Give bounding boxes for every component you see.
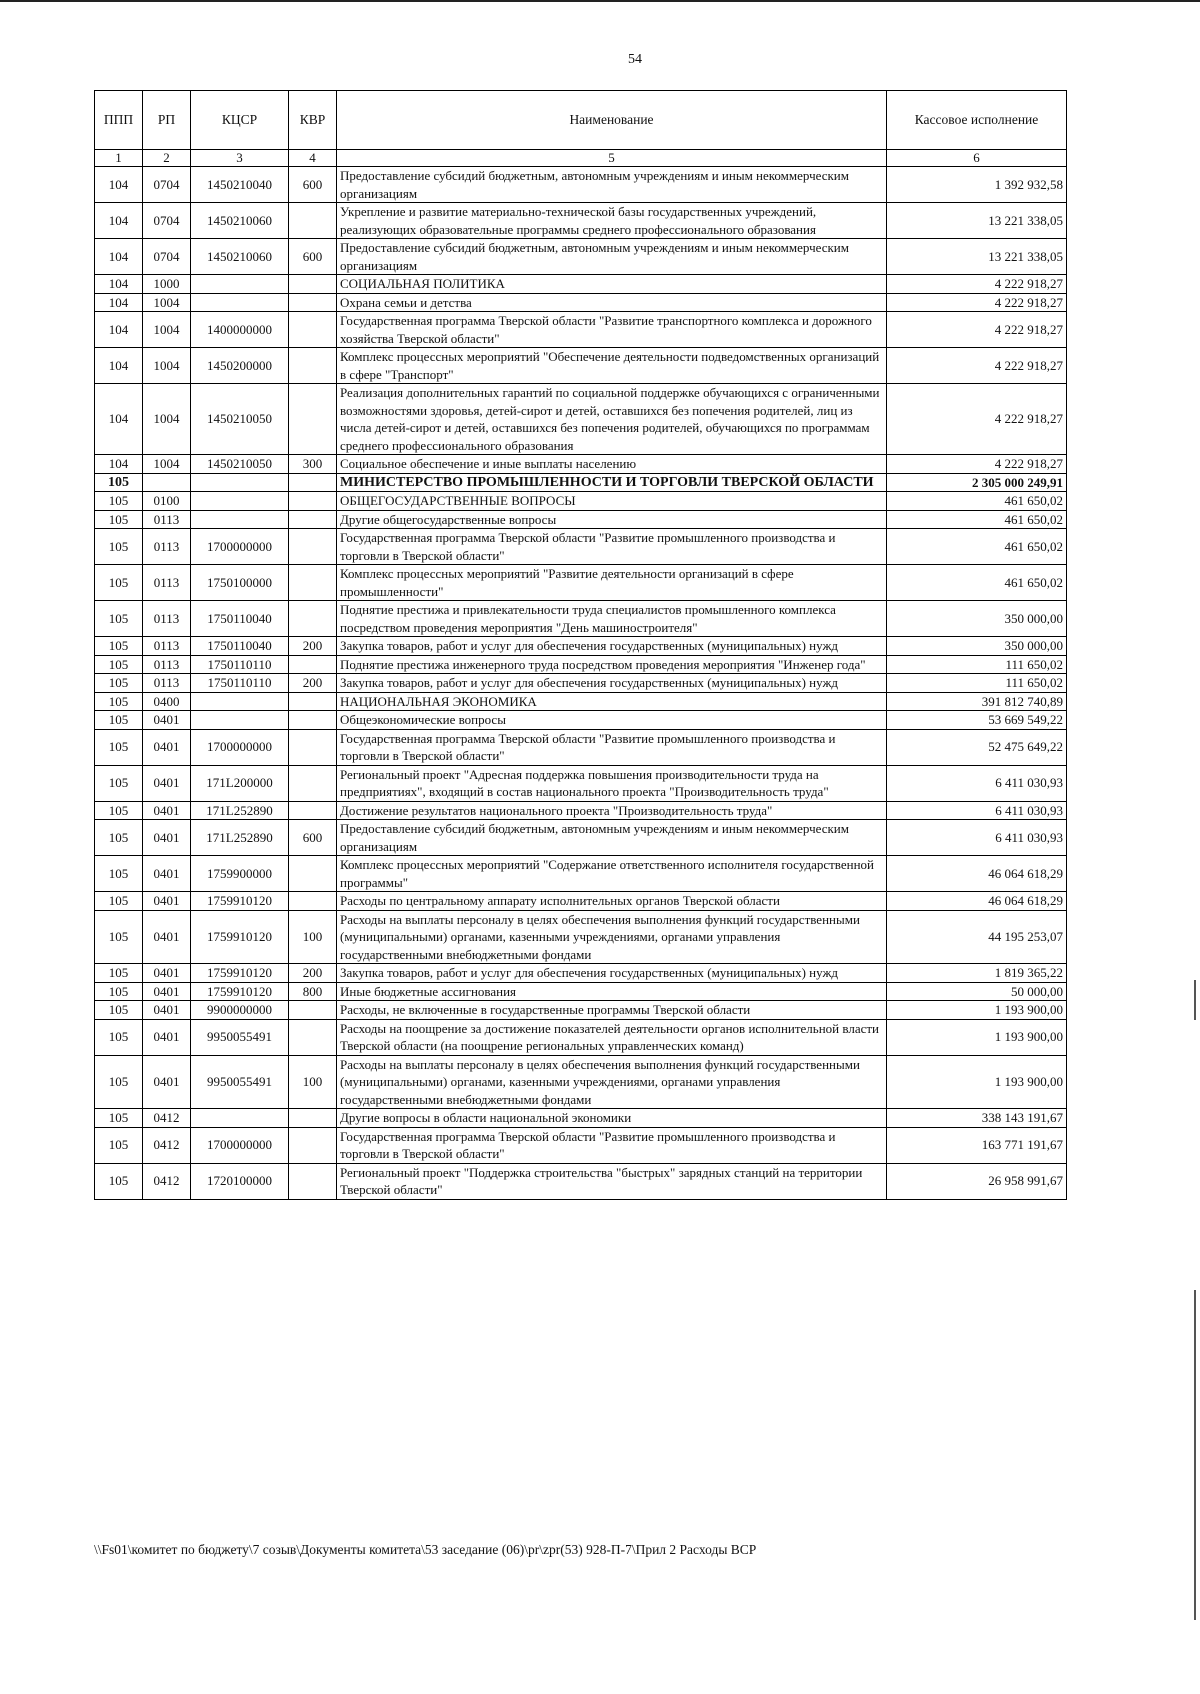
cell-name: Закупка товаров, работ и услуг для обеспечения государственных (муниципальных) нужд [337, 674, 887, 693]
table-row [95, 275, 1067, 294]
table-row [95, 637, 1067, 656]
cell-kcsr: 1750110040 [191, 601, 289, 637]
table-row [95, 964, 1067, 983]
cell-kcsr [191, 275, 289, 294]
table-row [95, 692, 1067, 711]
table-row [95, 312, 1067, 348]
cell-name: Общеэкономические вопросы [337, 711, 887, 730]
table-row [95, 601, 1067, 637]
cell-amount: 2 305 000 249,91 [887, 473, 1067, 492]
cell-amount: 4 222 918,27 [887, 312, 1067, 348]
scan-edge-mark [1194, 1290, 1196, 1620]
cell-ppp: 105 [95, 529, 143, 565]
cell-rp: 0401 [143, 801, 191, 820]
cell-ppp: 105 [95, 711, 143, 730]
cell-kcsr [191, 473, 289, 492]
cell-amount: 350 000,00 [887, 637, 1067, 656]
cell-ppp: 105 [95, 1109, 143, 1128]
cell-name: ОБЩЕГОСУДАРСТВЕННЫЕ ВОПРОСЫ [337, 492, 887, 511]
header-amount: Кассовое исполнение [887, 91, 1067, 150]
cell-name: Другие вопросы в области национальной экономики [337, 1109, 887, 1128]
cell-kvr [289, 729, 337, 765]
cell-name: Государственная программа Тверской области "Развитие транспортного комплекса и дорожного хозяйства Тверской области" [337, 312, 887, 348]
cell-rp: 0401 [143, 820, 191, 856]
cell-kcsr: 1759910120 [191, 910, 289, 964]
table-row [95, 892, 1067, 911]
cell-kcsr [191, 293, 289, 312]
cell-ppp: 105 [95, 729, 143, 765]
cell-amount: 4 222 918,27 [887, 455, 1067, 474]
table-row [95, 655, 1067, 674]
cell-ppp: 104 [95, 312, 143, 348]
cell-rp: 0401 [143, 729, 191, 765]
table-row [95, 510, 1067, 529]
cell-rp: 1004 [143, 384, 191, 455]
cell-kvr [289, 473, 337, 492]
cell-kcsr: 1750110110 [191, 655, 289, 674]
cell-rp: 0704 [143, 203, 191, 239]
table-row [95, 239, 1067, 275]
cell-kvr [289, 312, 337, 348]
cell-name: Региональный проект "Поддержка строительства "быстрых" зарядных станций на территории Тверской области" [337, 1163, 887, 1199]
cell-rp: 1004 [143, 312, 191, 348]
cell-name: Достижение результатов национального проекта "Производительность труда" [337, 801, 887, 820]
cell-kvr [289, 384, 337, 455]
table-row [95, 565, 1067, 601]
cell-name: Социальное обеспечение и иные выплаты населению [337, 455, 887, 474]
table-row [95, 982, 1067, 1001]
cell-kvr [289, 529, 337, 565]
cell-kvr [289, 892, 337, 911]
cell-rp: 0412 [143, 1127, 191, 1163]
cell-ppp: 105 [95, 1127, 143, 1163]
cell-rp: 0401 [143, 1055, 191, 1109]
table-row [95, 455, 1067, 474]
cell-rp: 0401 [143, 982, 191, 1001]
cell-kvr [289, 856, 337, 892]
cell-ppp: 105 [95, 674, 143, 693]
column-number: 5 [337, 150, 887, 167]
cell-amount: 13 221 338,05 [887, 239, 1067, 275]
cell-amount: 391 812 740,89 [887, 692, 1067, 711]
cell-kcsr [191, 692, 289, 711]
cell-ppp: 105 [95, 1163, 143, 1199]
cell-name: Поднятие престижа инженерного труда посредством проведения мероприятия "Инженер года" [337, 655, 887, 674]
cell-kvr [289, 1109, 337, 1128]
cell-kvr [289, 711, 337, 730]
cell-kcsr: 1759910120 [191, 964, 289, 983]
cell-kcsr: 1450200000 [191, 348, 289, 384]
table-row [95, 1127, 1067, 1163]
cell-kvr: 200 [289, 637, 337, 656]
cell-kvr: 600 [289, 239, 337, 275]
expenditure-table [94, 90, 1067, 1200]
cell-name: Расходы на поощрение за достижение показателей деятельности органов исполнительной власти Тверской области (на поощрение региональных управленческих команд) [337, 1019, 887, 1055]
cell-kcsr: 1750110110 [191, 674, 289, 693]
cell-kvr [289, 601, 337, 637]
table-row [95, 384, 1067, 455]
header-name: Наименование [337, 91, 887, 150]
scan-edge-mark [1194, 980, 1196, 1020]
cell-rp: 0401 [143, 856, 191, 892]
table-row [95, 1019, 1067, 1055]
table-row [95, 203, 1067, 239]
cell-ppp: 104 [95, 348, 143, 384]
table-row [95, 1163, 1067, 1199]
cell-kcsr: 1759910120 [191, 982, 289, 1001]
cell-name: Предоставление субсидий бюджетным, автономным учреждениям и иным некоммерческим организациям [337, 239, 887, 275]
cell-amount: 350 000,00 [887, 601, 1067, 637]
cell-rp: 0401 [143, 1019, 191, 1055]
cell-name: Расходы, не включенные в государственные программы Тверской области [337, 1001, 887, 1020]
cell-amount: 461 650,02 [887, 510, 1067, 529]
cell-kvr: 100 [289, 910, 337, 964]
cell-kvr: 300 [289, 455, 337, 474]
table-row [95, 348, 1067, 384]
cell-amount: 111 650,02 [887, 655, 1067, 674]
cell-rp [143, 473, 191, 492]
cell-ppp: 104 [95, 275, 143, 294]
cell-name: Другие общегосударственные вопросы [337, 510, 887, 529]
cell-amount: 1 193 900,00 [887, 1001, 1067, 1020]
cell-rp: 0100 [143, 492, 191, 511]
cell-kcsr: 1759910120 [191, 892, 289, 911]
cell-ppp: 105 [95, 692, 143, 711]
cell-kcsr: 1450210050 [191, 455, 289, 474]
header-rp: РП [143, 91, 191, 150]
cell-rp: 0400 [143, 692, 191, 711]
cell-kvr [289, 801, 337, 820]
cell-name: Комплекс процессных мероприятий "Обеспечение деятельности подведомственных организаций в сфере "Транспорт" [337, 348, 887, 384]
cell-kcsr: 1750110040 [191, 637, 289, 656]
cell-amount: 1 819 365,22 [887, 964, 1067, 983]
cell-rp: 0401 [143, 964, 191, 983]
cell-amount: 52 475 649,22 [887, 729, 1067, 765]
cell-rp: 0401 [143, 1001, 191, 1020]
cell-amount: 6 411 030,93 [887, 765, 1067, 801]
table-row [95, 729, 1067, 765]
cell-kcsr [191, 1109, 289, 1128]
cell-rp: 0412 [143, 1109, 191, 1128]
cell-rp: 0113 [143, 601, 191, 637]
cell-kvr: 200 [289, 964, 337, 983]
cell-ppp: 105 [95, 473, 143, 492]
cell-ppp: 105 [95, 565, 143, 601]
cell-name: Предоставление субсидий бюджетным, автономным учреждениям и иным некоммерческим организациям [337, 820, 887, 856]
cell-kvr [289, 510, 337, 529]
column-number-row [95, 150, 1067, 167]
cell-ppp: 105 [95, 637, 143, 656]
cell-name: Комплекс процессных мероприятий "Содержание ответственного исполнителя государственной программы" [337, 856, 887, 892]
cell-kvr: 600 [289, 167, 337, 203]
cell-kcsr [191, 711, 289, 730]
cell-kcsr [191, 510, 289, 529]
table-row [95, 473, 1067, 492]
column-number: 1 [95, 150, 143, 167]
cell-kcsr: 1700000000 [191, 729, 289, 765]
cell-rp: 0113 [143, 529, 191, 565]
table-row [95, 856, 1067, 892]
cell-kcsr: 9950055491 [191, 1055, 289, 1109]
cell-ppp: 105 [95, 801, 143, 820]
table-row [95, 711, 1067, 730]
cell-ppp: 105 [95, 982, 143, 1001]
cell-name: Предоставление субсидий бюджетным, автономным учреждениям и иным некоммерческим организациям [337, 167, 887, 203]
column-number: 3 [191, 150, 289, 167]
cell-amount: 4 222 918,27 [887, 293, 1067, 312]
table-row [95, 293, 1067, 312]
cell-ppp: 104 [95, 239, 143, 275]
cell-name: Закупка товаров, работ и услуг для обеспечения государственных (муниципальных) нужд [337, 964, 887, 983]
cell-rp: 0401 [143, 892, 191, 911]
cell-kcsr: 1759900000 [191, 856, 289, 892]
table-row [95, 910, 1067, 964]
table-row [95, 765, 1067, 801]
cell-amount: 50 000,00 [887, 982, 1067, 1001]
cell-rp: 0113 [143, 637, 191, 656]
table-row [95, 492, 1067, 511]
cell-kvr [289, 348, 337, 384]
cell-kvr: 600 [289, 820, 337, 856]
cell-kvr [289, 1163, 337, 1199]
cell-amount: 4 222 918,27 [887, 384, 1067, 455]
cell-rp: 1004 [143, 293, 191, 312]
cell-rp: 0113 [143, 674, 191, 693]
cell-name: Государственная программа Тверской области "Развитие промышленного производства и торговли в Тверской области" [337, 1127, 887, 1163]
cell-name: Расходы на выплаты персоналу в целях обеспечения выполнения функций государственными (муниципальными) органами, казенными учреждениями, органами управления государственными внебюджетными фондами [337, 1055, 887, 1109]
column-number: 6 [887, 150, 1067, 167]
table-row [95, 801, 1067, 820]
cell-kcsr: 171L252890 [191, 801, 289, 820]
table-row [95, 1001, 1067, 1020]
table-row [95, 674, 1067, 693]
cell-rp: 1004 [143, 348, 191, 384]
cell-kcsr: 1700000000 [191, 529, 289, 565]
cell-name: Государственная программа Тверской области "Развитие промышленного производства и торговли в Тверской области" [337, 729, 887, 765]
cell-rp: 0704 [143, 239, 191, 275]
cell-amount: 111 650,02 [887, 674, 1067, 693]
cell-ppp: 105 [95, 510, 143, 529]
cell-kvr [289, 1127, 337, 1163]
header-ppp: ППП [95, 91, 143, 150]
cell-amount: 44 195 253,07 [887, 910, 1067, 964]
cell-ppp: 105 [95, 820, 143, 856]
top-border-line [0, 0, 1200, 2]
cell-ppp: 104 [95, 167, 143, 203]
cell-amount: 6 411 030,93 [887, 820, 1067, 856]
cell-kcsr: 1450210040 [191, 167, 289, 203]
cell-name: СОЦИАЛЬНАЯ ПОЛИТИКА [337, 275, 887, 294]
cell-ppp: 104 [95, 203, 143, 239]
table-row [95, 1055, 1067, 1109]
cell-kcsr: 1450210050 [191, 384, 289, 455]
cell-amount: 6 411 030,93 [887, 801, 1067, 820]
cell-kvr [289, 492, 337, 511]
cell-name: Государственная программа Тверской области "Развитие промышленного производства и торговли в Тверской области" [337, 529, 887, 565]
cell-amount: 461 650,02 [887, 565, 1067, 601]
cell-kcsr: 171L200000 [191, 765, 289, 801]
table-row [95, 529, 1067, 565]
cell-kvr [289, 765, 337, 801]
cell-kvr [289, 692, 337, 711]
cell-rp: 0401 [143, 765, 191, 801]
cell-ppp: 105 [95, 765, 143, 801]
cell-name: Реализация дополнительных гарантий по социальной поддержке обучающихся с ограниченными возможностями здоровья, детей-сирот и детей, оставшихся без попечения родителей, лиц из числа детей-сирот и детей, оставшихся без попечения родителей, обучающихся по программам среднего профессионального образования [337, 384, 887, 455]
cell-ppp: 105 [95, 492, 143, 511]
cell-amount: 26 958 991,67 [887, 1163, 1067, 1199]
cell-rp: 1000 [143, 275, 191, 294]
cell-kcsr: 1720100000 [191, 1163, 289, 1199]
table-row [95, 167, 1067, 203]
cell-kcsr [191, 492, 289, 511]
cell-amount: 13 221 338,05 [887, 203, 1067, 239]
cell-kcsr: 171L252890 [191, 820, 289, 856]
cell-ppp: 105 [95, 1001, 143, 1020]
table-row [95, 1109, 1067, 1128]
cell-amount: 338 143 191,67 [887, 1109, 1067, 1128]
cell-name: Поднятие престижа и привлекательности труда специалистов промышленного комплекса посредством проведения мероприятия "День машиностроителя" [337, 601, 887, 637]
footer-file-path: \\Fs01\комитет по бюджету\7 созыв\Документы комитета\53 заседание (06)\pr\zpr(53) 928-П-7\Прил 2 Расходы ВСР [94, 1542, 757, 1557]
cell-rp: 1004 [143, 455, 191, 474]
cell-rp: 0113 [143, 510, 191, 529]
cell-kvr [289, 565, 337, 601]
cell-kcsr: 1450210060 [191, 203, 289, 239]
cell-rp: 0113 [143, 565, 191, 601]
cell-rp: 0401 [143, 910, 191, 964]
cell-kcsr: 1450210060 [191, 239, 289, 275]
cell-amount: 1 193 900,00 [887, 1019, 1067, 1055]
cell-name: Укрепление и развитие материально-технической базы государственных учреждений, реализующих образовательные программы среднего профессионального образования [337, 203, 887, 239]
cell-kcsr: 1750100000 [191, 565, 289, 601]
cell-amount: 461 650,02 [887, 529, 1067, 565]
cell-ppp: 105 [95, 1019, 143, 1055]
cell-name: Закупка товаров, работ и услуг для обеспечения государственных (муниципальных) нужд [337, 637, 887, 656]
cell-ppp: 105 [95, 601, 143, 637]
header-kvr: КВР [289, 91, 337, 150]
cell-name: Иные бюджетные ассигнования [337, 982, 887, 1001]
cell-rp: 0113 [143, 655, 191, 674]
cell-kcsr: 9950055491 [191, 1019, 289, 1055]
cell-amount: 1 193 900,00 [887, 1055, 1067, 1109]
cell-amount: 4 222 918,27 [887, 275, 1067, 294]
cell-kvr [289, 1019, 337, 1055]
cell-kvr [289, 293, 337, 312]
cell-ppp: 105 [95, 964, 143, 983]
cell-rp: 0401 [143, 711, 191, 730]
cell-kcsr: 1400000000 [191, 312, 289, 348]
cell-amount: 46 064 618,29 [887, 856, 1067, 892]
page-number: 54 [628, 52, 642, 67]
cell-name: Охрана семьи и детства [337, 293, 887, 312]
header-kcsr: КЦСР [191, 91, 289, 150]
column-number: 4 [289, 150, 337, 167]
cell-ppp: 104 [95, 384, 143, 455]
cell-kvr [289, 203, 337, 239]
cell-amount: 163 771 191,67 [887, 1127, 1067, 1163]
cell-name: Расходы по центральному аппарату исполнительных органов Тверской области [337, 892, 887, 911]
cell-kvr [289, 1001, 337, 1020]
cell-kvr: 200 [289, 674, 337, 693]
cell-name: Комплекс процессных мероприятий "Развитие деятельности организаций в сфере промышленности" [337, 565, 887, 601]
cell-kvr: 100 [289, 1055, 337, 1109]
cell-amount: 46 064 618,29 [887, 892, 1067, 911]
cell-ppp: 105 [95, 856, 143, 892]
cell-amount: 461 650,02 [887, 492, 1067, 511]
cell-kcsr: 1700000000 [191, 1127, 289, 1163]
cell-ppp: 105 [95, 1055, 143, 1109]
table-header-row [95, 91, 1067, 150]
cell-amount: 53 669 549,22 [887, 711, 1067, 730]
cell-kvr [289, 655, 337, 674]
cell-ppp: 105 [95, 655, 143, 674]
column-number: 2 [143, 150, 191, 167]
cell-kvr: 800 [289, 982, 337, 1001]
cell-name: НАЦИОНАЛЬНАЯ ЭКОНОМИКА [337, 692, 887, 711]
cell-ppp: 104 [95, 293, 143, 312]
cell-ppp: 104 [95, 455, 143, 474]
cell-kcsr: 9900000000 [191, 1001, 289, 1020]
cell-ppp: 105 [95, 910, 143, 964]
table-row [95, 820, 1067, 856]
cell-name: Региональный проект "Адресная поддержка повышения производительности труда на предприятиях", входящий в состав национального проекта "Производительность труда" [337, 765, 887, 801]
cell-kvr [289, 275, 337, 294]
cell-rp: 0412 [143, 1163, 191, 1199]
cell-amount: 1 392 932,58 [887, 167, 1067, 203]
cell-amount: 4 222 918,27 [887, 348, 1067, 384]
cell-ppp: 105 [95, 892, 143, 911]
cell-name: МИНИСТЕРСТВО ПРОМЫШЛЕННОСТИ И ТОРГОВЛИ ТВЕРСКОЙ ОБЛАСТИ [337, 473, 887, 492]
cell-name: Расходы на выплаты персоналу в целях обеспечения выполнения функций государственными (муниципальными) органами, казенными учреждениями, органами управления государственными внебюджетными фондами [337, 910, 887, 964]
cell-rp: 0704 [143, 167, 191, 203]
